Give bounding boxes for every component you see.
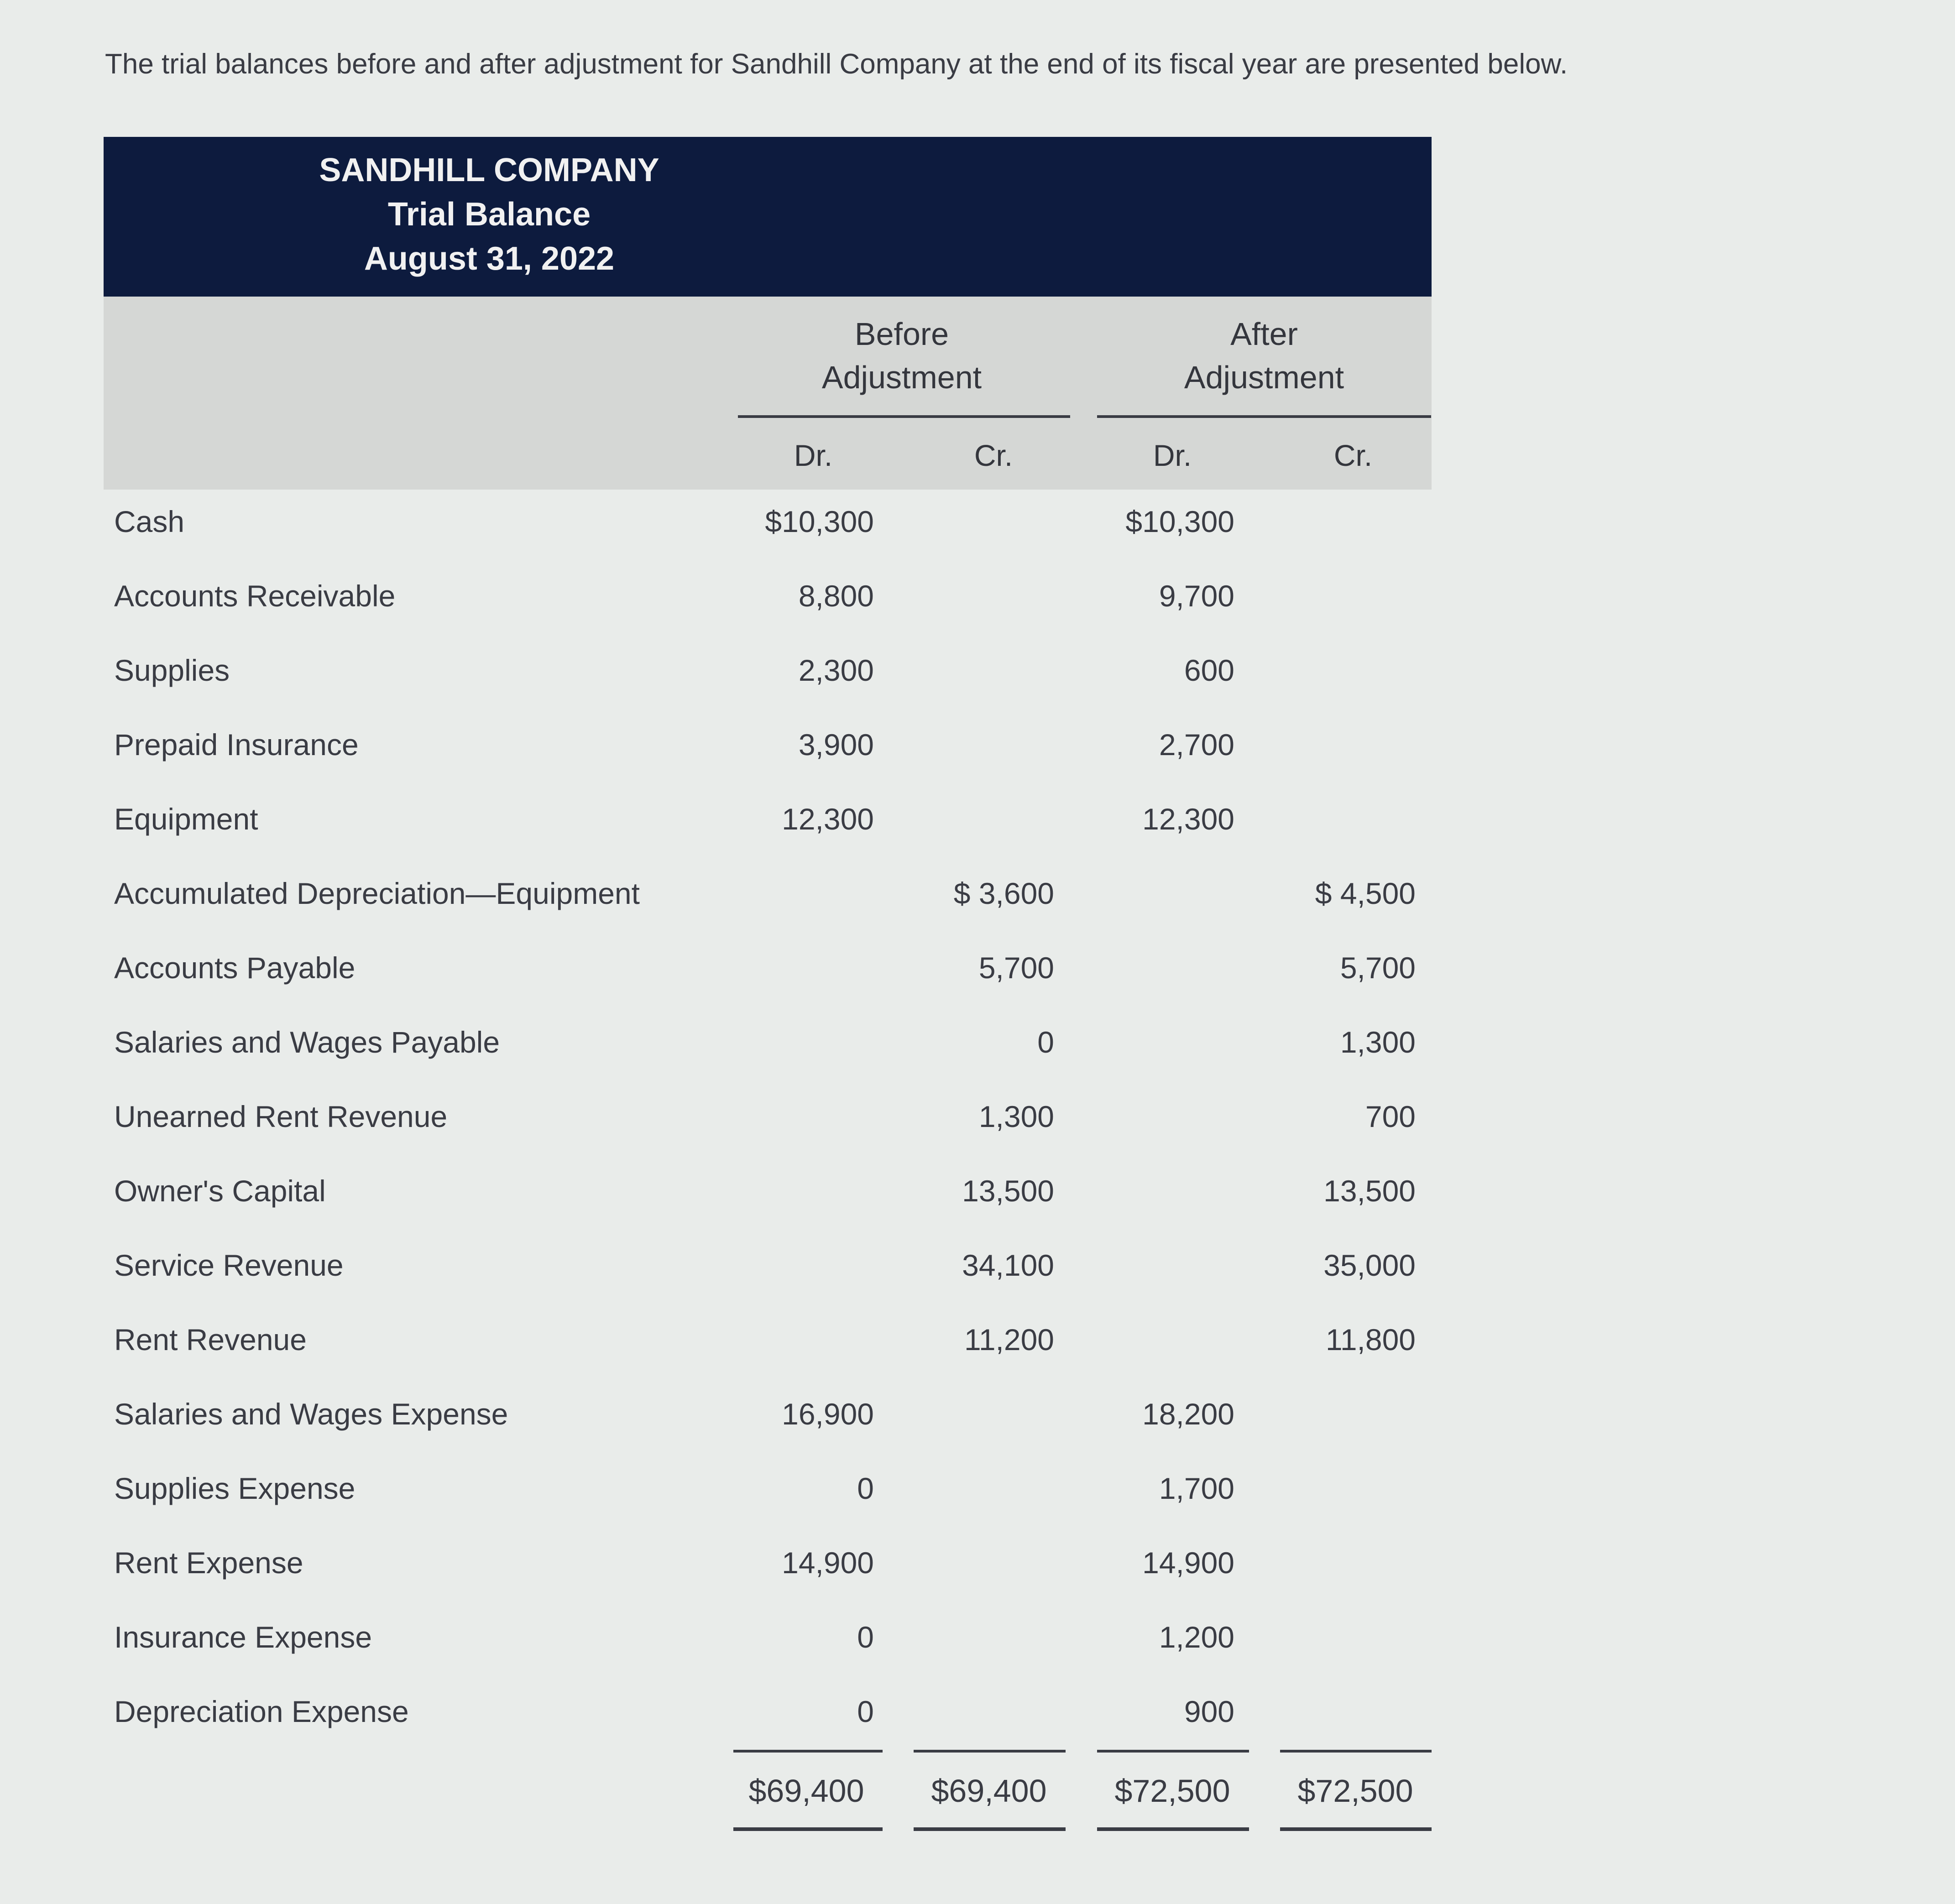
divider — [733, 1750, 883, 1753]
double-underline — [1280, 1827, 1432, 1831]
after-adjustment-heading — [1097, 313, 1431, 399]
account-name: Owner's Capital — [114, 1174, 326, 1208]
statement-date: August 31, 2022 — [364, 240, 615, 277]
total-before-cr: $69,400 — [931, 1773, 1047, 1809]
account-name: Salaries and Wages Expense — [114, 1397, 508, 1431]
after-cr-amount: 35,000 — [1323, 1248, 1416, 1282]
before-cr-amount: 11,200 — [964, 1323, 1054, 1356]
before-dr-amount: 16,900 — [782, 1397, 874, 1431]
before-adjustment-heading — [738, 313, 1066, 399]
divider — [1097, 415, 1431, 418]
company-name: SANDHILL COMPANY — [319, 152, 659, 188]
before-dr-amount: 0 — [857, 1471, 874, 1505]
table-row — [0, 504, 1955, 577]
account-name: Accounts Payable — [114, 951, 355, 985]
after-dr-amount: $10,300 — [1125, 505, 1234, 538]
before-cr-amount: $ 3,600 — [953, 876, 1054, 910]
after-dr-amount: 2,700 — [1159, 728, 1234, 762]
table-row — [0, 1174, 1955, 1247]
table-row — [0, 1694, 1955, 1767]
table-row — [0, 653, 1955, 726]
before-cr-amount: 5,700 — [978, 951, 1054, 985]
table-row — [0, 876, 1955, 949]
table-row — [0, 1025, 1955, 1098]
before-dr-amount: $10,300 — [765, 505, 874, 538]
statement-title: Trial Balance — [387, 196, 591, 233]
table-row — [0, 802, 1955, 875]
after-dr-amount: 14,900 — [1142, 1546, 1234, 1580]
account-name: Equipment — [114, 802, 258, 836]
account-name: Service Revenue — [114, 1248, 344, 1282]
table-row — [0, 727, 1955, 800]
before-dr-amount: 3,900 — [798, 728, 874, 762]
after-dr-amount: 12,300 — [1142, 802, 1234, 836]
double-underline — [1097, 1827, 1249, 1831]
before-dr-header: Dr. — [794, 438, 833, 472]
statement-header — [104, 137, 1432, 297]
before-cr-amount: 0 — [1037, 1025, 1054, 1059]
after-dr-header: Dr. — [1153, 438, 1192, 472]
after-dr-amount: 1,200 — [1159, 1620, 1234, 1654]
account-name: Supplies — [114, 653, 230, 687]
account-name: Accounts Receivable — [114, 579, 396, 613]
before-dr-amount: 0 — [857, 1620, 874, 1654]
before-cr-header: Cr. — [974, 438, 1013, 472]
after-cr-amount: 13,500 — [1323, 1174, 1416, 1208]
account-name: Depreciation Expense — [114, 1695, 409, 1728]
divider — [914, 1750, 1066, 1753]
total-after-cr: $72,500 — [1297, 1773, 1413, 1809]
after-cr-amount: 11,800 — [1326, 1323, 1416, 1356]
table-row — [0, 1322, 1955, 1395]
divider — [738, 415, 1070, 418]
group-label: After — [1230, 316, 1298, 352]
after-dr-amount: 18,200 — [1142, 1397, 1234, 1431]
before-dr-amount: 0 — [857, 1695, 874, 1728]
divider — [1280, 1750, 1432, 1753]
table-row — [0, 1545, 1955, 1618]
group-label: Before — [854, 316, 949, 352]
table-row — [0, 950, 1955, 1023]
total-after-dr: $72,500 — [1114, 1773, 1230, 1809]
after-cr-amount: 700 — [1365, 1100, 1416, 1133]
table-row — [0, 1620, 1955, 1693]
before-dr-amount: 14,900 — [782, 1546, 874, 1580]
account-name: Supplies Expense — [114, 1471, 355, 1505]
before-cr-amount: 34,100 — [962, 1248, 1054, 1282]
after-cr-amount: 1,300 — [1340, 1025, 1416, 1059]
after-dr-amount: 900 — [1184, 1695, 1234, 1728]
account-name: Salaries and Wages Payable — [114, 1025, 500, 1059]
after-cr-header: Cr. — [1333, 438, 1373, 472]
account-name: Insurance Expense — [114, 1620, 372, 1654]
after-dr-amount: 1,700 — [1159, 1471, 1234, 1505]
table-row — [0, 1397, 1955, 1470]
group-label: Adjustment — [1184, 360, 1344, 395]
total-before-dr: $69,400 — [748, 1773, 864, 1809]
table-row — [0, 1471, 1955, 1544]
before-cr-amount: 13,500 — [962, 1174, 1054, 1208]
divider — [1097, 1750, 1249, 1753]
double-underline — [733, 1827, 883, 1831]
account-name: Unearned Rent Revenue — [114, 1100, 448, 1133]
account-name: Cash — [114, 505, 185, 538]
before-dr-amount: 8,800 — [798, 579, 874, 613]
double-underline — [914, 1827, 1066, 1831]
after-dr-amount: 9,700 — [1159, 579, 1234, 613]
intro-text: The trial balances before and after adjustment for Sandhill Company at the end of its fiscal year are presented below. — [105, 48, 1568, 80]
account-name: Rent Revenue — [114, 1323, 307, 1356]
table-row — [0, 1248, 1955, 1321]
after-dr-amount: 600 — [1184, 653, 1234, 687]
before-dr-amount: 2,300 — [798, 653, 874, 687]
before-dr-amount: 12,300 — [782, 802, 874, 836]
after-cr-amount: $ 4,500 — [1315, 876, 1416, 910]
account-name: Rent Expense — [114, 1546, 303, 1580]
account-name: Prepaid Insurance — [114, 728, 359, 762]
group-label: Adjustment — [821, 360, 982, 395]
account-name: Accumulated Depreciation—Equipment — [114, 876, 640, 910]
table-row — [0, 1099, 1955, 1172]
after-cr-amount: 5,700 — [1340, 951, 1416, 985]
table-row — [0, 579, 1955, 652]
before-cr-amount: 1,300 — [978, 1100, 1054, 1133]
